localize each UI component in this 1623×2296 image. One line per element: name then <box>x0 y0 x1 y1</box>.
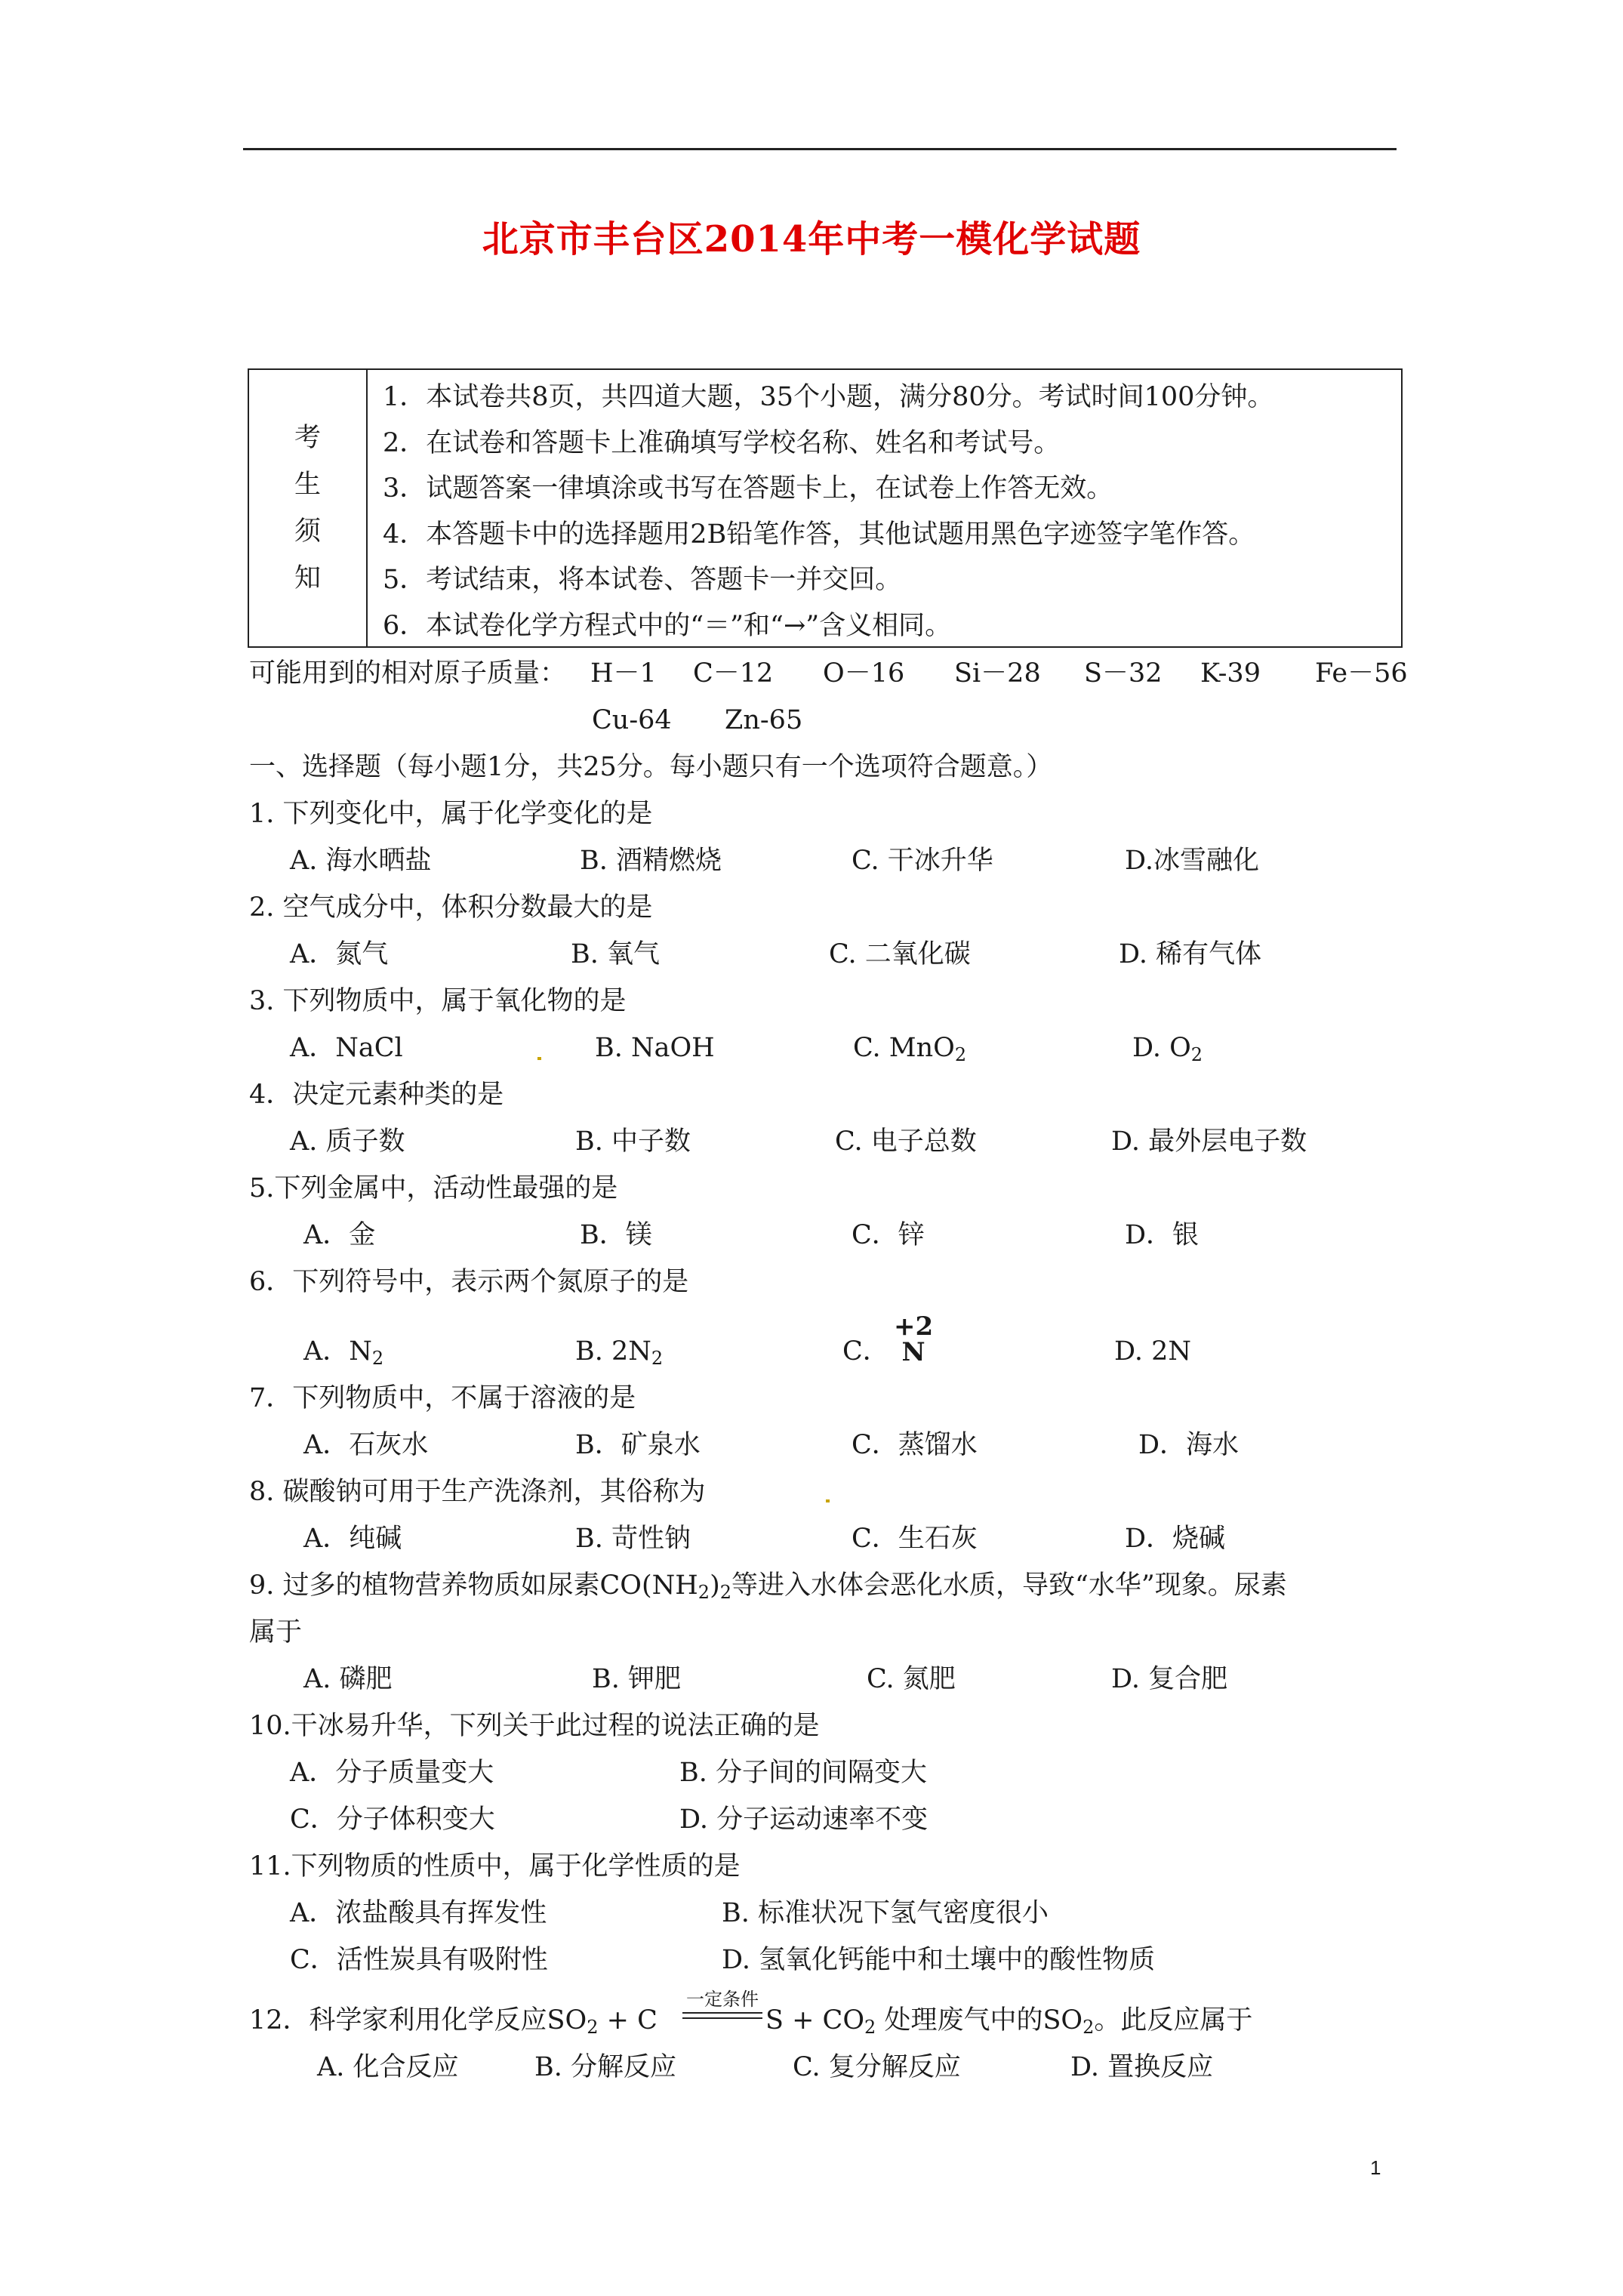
option-c: C．活性炭具有吸附性 <box>290 1945 548 1975</box>
option-d: D．银 <box>1125 1220 1200 1250</box>
option-b: B. 标准状况下氢气密度很小 <box>722 1898 1049 1928</box>
notice-line: 4．本答题卡中的选择题用2B铅笔作答，其他试题用黑色字迹签字笔作答。 <box>383 519 1255 550</box>
notice-line: 2．在试卷和答题卡上准确填写学校名称、姓名和考试号。 <box>383 427 1061 458</box>
question-stem-continued: 属于 <box>249 1617 303 1647</box>
stray-mark <box>826 1499 830 1502</box>
notice-line: 3．试题答案一律填涂或书写在答题卡上，在试卷上作答无效。 <box>383 473 1113 504</box>
option-c: C．蒸馏水 <box>852 1430 978 1460</box>
option-d: D. 分子运动速率不变 <box>679 1804 929 1835</box>
question-stem-continued <box>765 2004 1252 2037</box>
stem-text: 处理废气中的SO <box>876 2005 1083 2036</box>
option-b <box>575 1335 663 1368</box>
atomic-mass-item: Cu-64 <box>592 705 672 735</box>
atomic-mass-item: Si－28 <box>954 658 1041 689</box>
option-a: A. 质子数 <box>290 1126 405 1157</box>
option-c: C．分子体积变大 <box>290 1804 495 1835</box>
option-d: D．海水 <box>1138 1430 1240 1460</box>
stem-text: 9. 过多的植物营养物质如尿素CO(NH <box>249 1570 698 1601</box>
exam-title: 北京市丰台区2014年中考一模化学试题 <box>482 218 1141 260</box>
question-stem <box>249 2004 658 2037</box>
header-rule <box>243 148 1397 150</box>
equals-sign <box>682 2012 762 2019</box>
question-stem: 5.下列金属中，活动性最强的是 <box>249 1173 618 1203</box>
stem-text: 等进入水体会恶化水质，导致“水华”现象。尿素 <box>731 1570 1287 1601</box>
option-d: D．烧碱 <box>1125 1524 1226 1554</box>
atomic-mass-item: S－32 <box>1084 658 1163 689</box>
option-a <box>303 1335 383 1368</box>
option-d: D. 氢氧化钙能中和土壤中的酸性物质 <box>722 1945 1156 1975</box>
notice-heading-char: 知 <box>294 563 321 593</box>
subscript: 2 <box>371 1348 384 1369</box>
subscript: 2 <box>698 1582 710 1603</box>
atomic-mass-item: C－12 <box>693 658 774 689</box>
option-d: D. 置换反应 <box>1070 2052 1214 2082</box>
option-a: A．分子质量变大 <box>290 1758 494 1788</box>
notice-heading-char: 考 <box>294 423 321 453</box>
atomic-mass-item: Fe－56 <box>1315 658 1408 689</box>
reaction-arrow <box>682 1988 762 2019</box>
question-stem: 7．下列物质中，不属于溶液的是 <box>249 1383 636 1413</box>
option-c: C． <box>842 1336 889 1367</box>
question-stem: 4．决定元素种类的是 <box>249 1080 504 1110</box>
option-d: D. 2N <box>1114 1336 1191 1367</box>
notice-heading <box>249 370 368 646</box>
atomic-mass-item: K-39 <box>1200 658 1261 689</box>
option-b: B. 氧气 <box>571 939 660 969</box>
option-d-text: D. O <box>1132 1033 1191 1063</box>
element-symbol: N <box>901 1337 925 1367</box>
notice-line: 6．本试卷化学方程式中的“＝”和“→”含义相同。 <box>383 610 952 641</box>
option-a: A．纯碱 <box>303 1524 402 1554</box>
atomic-mass-item: O－16 <box>823 658 905 689</box>
option-d <box>1132 1031 1203 1065</box>
option-a: A. 海水晒盐 <box>290 846 432 876</box>
option-b: B. 酒精燃烧 <box>580 846 722 876</box>
option-c-text: C. MnO <box>853 1033 955 1063</box>
question-stem: 3. 下列物质中，属于氧化物的是 <box>249 986 627 1016</box>
option-b: B．矿泉水 <box>575 1430 701 1460</box>
question-stem: 11.下列物质的性质中，属于化学性质的是 <box>249 1851 741 1881</box>
option-b: B. 分子间的间隔变大 <box>679 1758 927 1788</box>
option-a: A．金 <box>303 1220 376 1250</box>
option-b: B. 钾肥 <box>592 1664 681 1694</box>
option-a: A．NaCl <box>290 1033 403 1063</box>
subscript: 2 <box>954 1044 967 1065</box>
option-a: A．浓盐酸具有挥发性 <box>290 1898 547 1928</box>
stem-text: 。此反应属于 <box>1094 2005 1253 2036</box>
option-b: B. 苛性钠 <box>575 1524 691 1554</box>
stem-text: S + CO <box>765 2005 865 2036</box>
option-a-text: A．N <box>303 1336 372 1367</box>
candidate-notice-box <box>248 368 1403 648</box>
notice-line: 1．本试卷共8页，共四道大题，35个小题，满分80分。考试时间100分钟。 <box>383 382 1274 412</box>
option-d: D. 稀有气体 <box>1119 939 1262 969</box>
option-c: C. 干冰升华 <box>852 846 993 876</box>
subscript: 2 <box>719 1582 732 1603</box>
option-c: C. 电子总数 <box>835 1126 977 1157</box>
option-b: B. 中子数 <box>575 1126 691 1157</box>
option-b: B. 分解反应 <box>534 2052 676 2082</box>
notice-line: 5．考试结束，将本试卷、答题卡一并交回。 <box>383 565 902 595</box>
option-b: B．镁 <box>580 1220 652 1250</box>
option-c: C．锌 <box>852 1220 925 1250</box>
option-d: D. 复合肥 <box>1111 1664 1228 1694</box>
subscript: 2 <box>1083 2017 1095 2038</box>
atomic-mass-item: Zn-65 <box>725 705 803 735</box>
notice-heading-char: 须 <box>294 516 321 547</box>
option-a: A．石灰水 <box>303 1430 429 1460</box>
valence-number: +2 <box>894 1311 934 1342</box>
option-a: A. 化合反应 <box>317 2052 459 2082</box>
notice-heading-char: 生 <box>294 470 321 500</box>
section-heading: 一、选择题（每小题1分，共25分。每小题只有一个选项符合题意。） <box>249 752 1053 782</box>
option-a: A．氮气 <box>290 939 389 969</box>
subscript: 2 <box>864 2017 876 2038</box>
option-c: C．生石灰 <box>852 1524 978 1554</box>
option-b: B. NaOH <box>595 1033 715 1063</box>
question-stem: 10.干冰易升华，下列关于此过程的说法正确的是 <box>249 1711 820 1741</box>
question-stem: 2. 空气成分中，体积分数最大的是 <box>249 892 653 923</box>
stem-text: ) <box>710 1570 720 1601</box>
stem-text: 12．科学家利用化学反应SO <box>249 2005 587 2036</box>
reaction-condition: 一定条件 <box>686 1989 759 2010</box>
option-c: C. 氮肥 <box>867 1664 956 1694</box>
option-d: D.冰雪融化 <box>1125 846 1259 876</box>
option-c <box>853 1031 966 1065</box>
subscript: 2 <box>651 1348 664 1369</box>
option-c: C. 二氧化碳 <box>829 939 971 969</box>
question-stem: 6．下列符号中，表示两个氮原子的是 <box>249 1267 689 1297</box>
page-number: 1 <box>1370 2156 1381 2179</box>
stem-text: + C <box>598 2005 658 2036</box>
subscript: 2 <box>1190 1044 1203 1065</box>
question-stem <box>249 1569 1287 1602</box>
atomic-mass-label: 可能用到的相对原子质量： <box>249 658 567 689</box>
atomic-mass-item: H－1 <box>590 658 657 689</box>
option-d: D. 最外层电子数 <box>1111 1126 1307 1157</box>
option-b-text: B. 2N <box>575 1336 651 1367</box>
valence-notation <box>894 1311 934 1367</box>
option-a: A. 磷肥 <box>303 1664 393 1694</box>
option-c: C. 复分解反应 <box>793 2052 961 2082</box>
stray-mark <box>537 1057 541 1060</box>
subscript: 2 <box>587 2017 599 2038</box>
question-stem: 1. 下列变化中，属于化学变化的是 <box>249 799 653 829</box>
notice-body <box>368 370 1401 646</box>
question-stem: 8. 碳酸钠可用于生产洗涤剂，其俗称为 <box>249 1477 706 1507</box>
